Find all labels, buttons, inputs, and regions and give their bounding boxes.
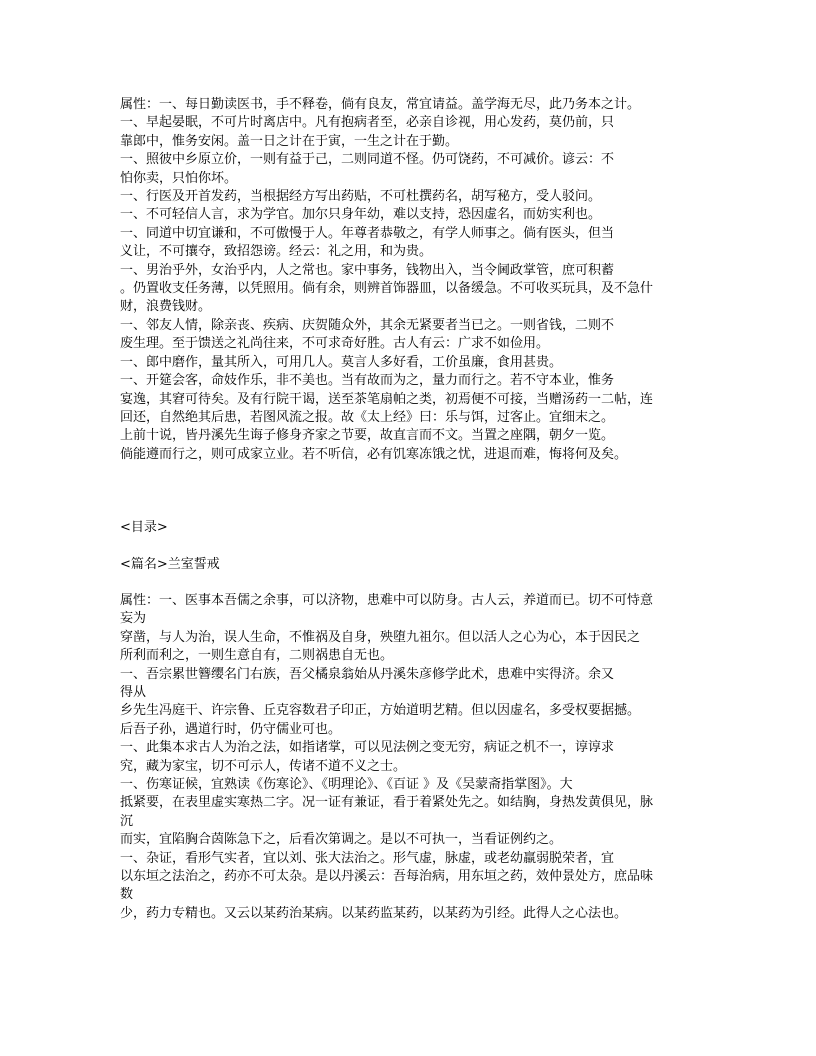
text-line: 回还，自然绝其后患，若图风流之报。故《太上经》曰：乐与饵，过客止。宜细末之。 — [120, 409, 615, 425]
text-line: 上前十说，皆丹溪先生诲子修身齐家之节要，故直言而不文。当置之座隅，朝夕一览。 — [120, 428, 615, 444]
text-line: 一、邻友人情，除亲丧、疾病、庆贺随众外，其余无紧要者当已之。一则省钱，二则不 — [120, 317, 615, 333]
text-line: 怕你卖，只怕你坏。 — [120, 170, 238, 186]
section-household-rules — [120, 96, 696, 464]
text-line: 一、早起晏眠，不可片时离店中。凡有抱病者至，必亲自诊视，用心发药，莫仍前，只 — [120, 115, 615, 131]
text-line: 。仍置收支任务薄，以凭照用。倘有余，则辨首饰器皿，以备缓急。不可收买玩具，及不急什 — [120, 281, 654, 297]
text-line: 后吾子孙，遇道行时，仍守儒业可也。 — [120, 721, 342, 737]
text-line: 数 — [120, 887, 134, 903]
text-line: 靠郎中，惟务安闲。盖一日之计在于寅，一生之计在于勤。 — [120, 133, 459, 149]
text-line: 属性：一、医事本吾儒之余事，可以济物，患难中可以防身。古人云，养道而已。切不可恃意 — [120, 592, 654, 608]
text-line: 妄为 — [120, 611, 147, 627]
text-line: 一、开筵会客，命妓作乐，非不美也。当有故而为之，量力而行之。若不守本业，惟务 — [120, 373, 615, 389]
text-line: 一、不可轻信人言，求为学官。加尔只身年幼，难以支持，恐因虚名，而妨实利也。 — [120, 207, 602, 223]
text-line: 得从 — [120, 684, 147, 700]
chapter-title: <篇名>兰室誓戒 — [120, 556, 220, 572]
text-line: 一、此集本求古人为治之法，如指诸掌，可以见法例之变无穷，病证之机不一，谆谆求 — [120, 740, 615, 756]
text-line: 一、吾宗累世簪缨名门右族，吾父橘泉翁始从丹溪朱彦修学此术，患难中实得济。余又 — [120, 666, 615, 682]
text-line: 一、照彼中乡原立价，一则有益于己，二则同道不怪。仍可饶药，不可减价。谚云：不 — [120, 152, 615, 168]
text-line: 倘能遵而行之，则可成家立业。若不听信，必有饥寒冻饿之忧，进退而难，悔将何及矣。 — [120, 446, 628, 462]
document-page — [120, 96, 696, 923]
text-line: 而实，宜陷胸合茵陈急下之，后看次第调之。是以不可执一，当看证例约之。 — [120, 832, 563, 848]
text-line: 义让，不可攘夺，致招怨谤。经云：礼之用，和为贵。 — [120, 244, 433, 260]
text-line: 沉 — [120, 813, 134, 829]
text-line: 一、行医及开首发药，当根据经方写出药贴，不可杜撰药名，胡写秘方，受人驳问。 — [120, 189, 602, 205]
text-line: 一、郎中磨作，量其所入，可用几人。莫言人多好看，工价虽廉，食用甚贵。 — [120, 354, 563, 370]
text-line: 废生理。至于馈送之礼尚往来，不可求奇好胜。古人有云：广求不如俭用。 — [120, 336, 550, 352]
text-line: 一、杂证，看形气实者，宜以刘、张大法治之。形气虚，脉虚，或老幼羸弱脱荣者，宜 — [120, 850, 615, 866]
text-line: 乡先生冯庭干、许宗鲁、丘克容数君子印正，方始道明艺精。但以因虚名，多受权要据撼。 — [120, 703, 641, 719]
text-line: 一、男治乎外，女治乎内，人之常也。家中事务，钱物出入，当令阃政掌管，庶可积蓄 — [120, 262, 615, 278]
text-line: 一、同道中切宜谦和，不可傲慢于人。年尊者恭敬之，有学人师事之。倘有医头，但当 — [120, 225, 615, 241]
text-line: 财，浪费钱财。 — [120, 299, 212, 315]
text-line: 少，药力专精也。又云以某药治某病。以某药监某药，以某药为引经。此得人之心法也。 — [120, 905, 628, 921]
text-line: 穿凿，与人为治，误人生命，不惟祸及自身，殃堕九祖尔。但以活人之心为心，本于因民之 — [120, 629, 641, 645]
toc-link[interactable]: <目录> — [120, 520, 168, 536]
text-line: 宴逸，其窘可待矣。及有行院干谒，送至茶笔扇帕之类，初焉便不可接，当赠汤药一二帖，连 — [120, 391, 654, 407]
text-line: 抵紧要，在表里虚实寒热二字。况一证有兼证，看于着紧处先之。如结胸，身热发黄俱见，脉 — [120, 795, 654, 811]
text-line: 一、伤寒证候，宜熟读《伤寒论》、《明理论》、《百证 》及《吴蒙斋指掌图》。大 — [120, 777, 573, 792]
text-line: 属性：一、每日勤读医书，手不释卷，倘有良友，常宜请益。盖学海无尽，此乃务本之计。 — [120, 97, 641, 112]
text-line: 所利而利之，一则生意自有，二则祸患自无也。 — [120, 648, 394, 664]
text-line: 以东垣之法治之，药亦不可太杂。是以丹溪云：吾每治病，用东垣之药，效仲景处方，庶品味 — [120, 869, 654, 885]
section-orchid-chamber-vows — [120, 592, 696, 923]
text-line: 究，藏为家宝，切不可示人，传诸不道不义之士。 — [120, 758, 407, 774]
